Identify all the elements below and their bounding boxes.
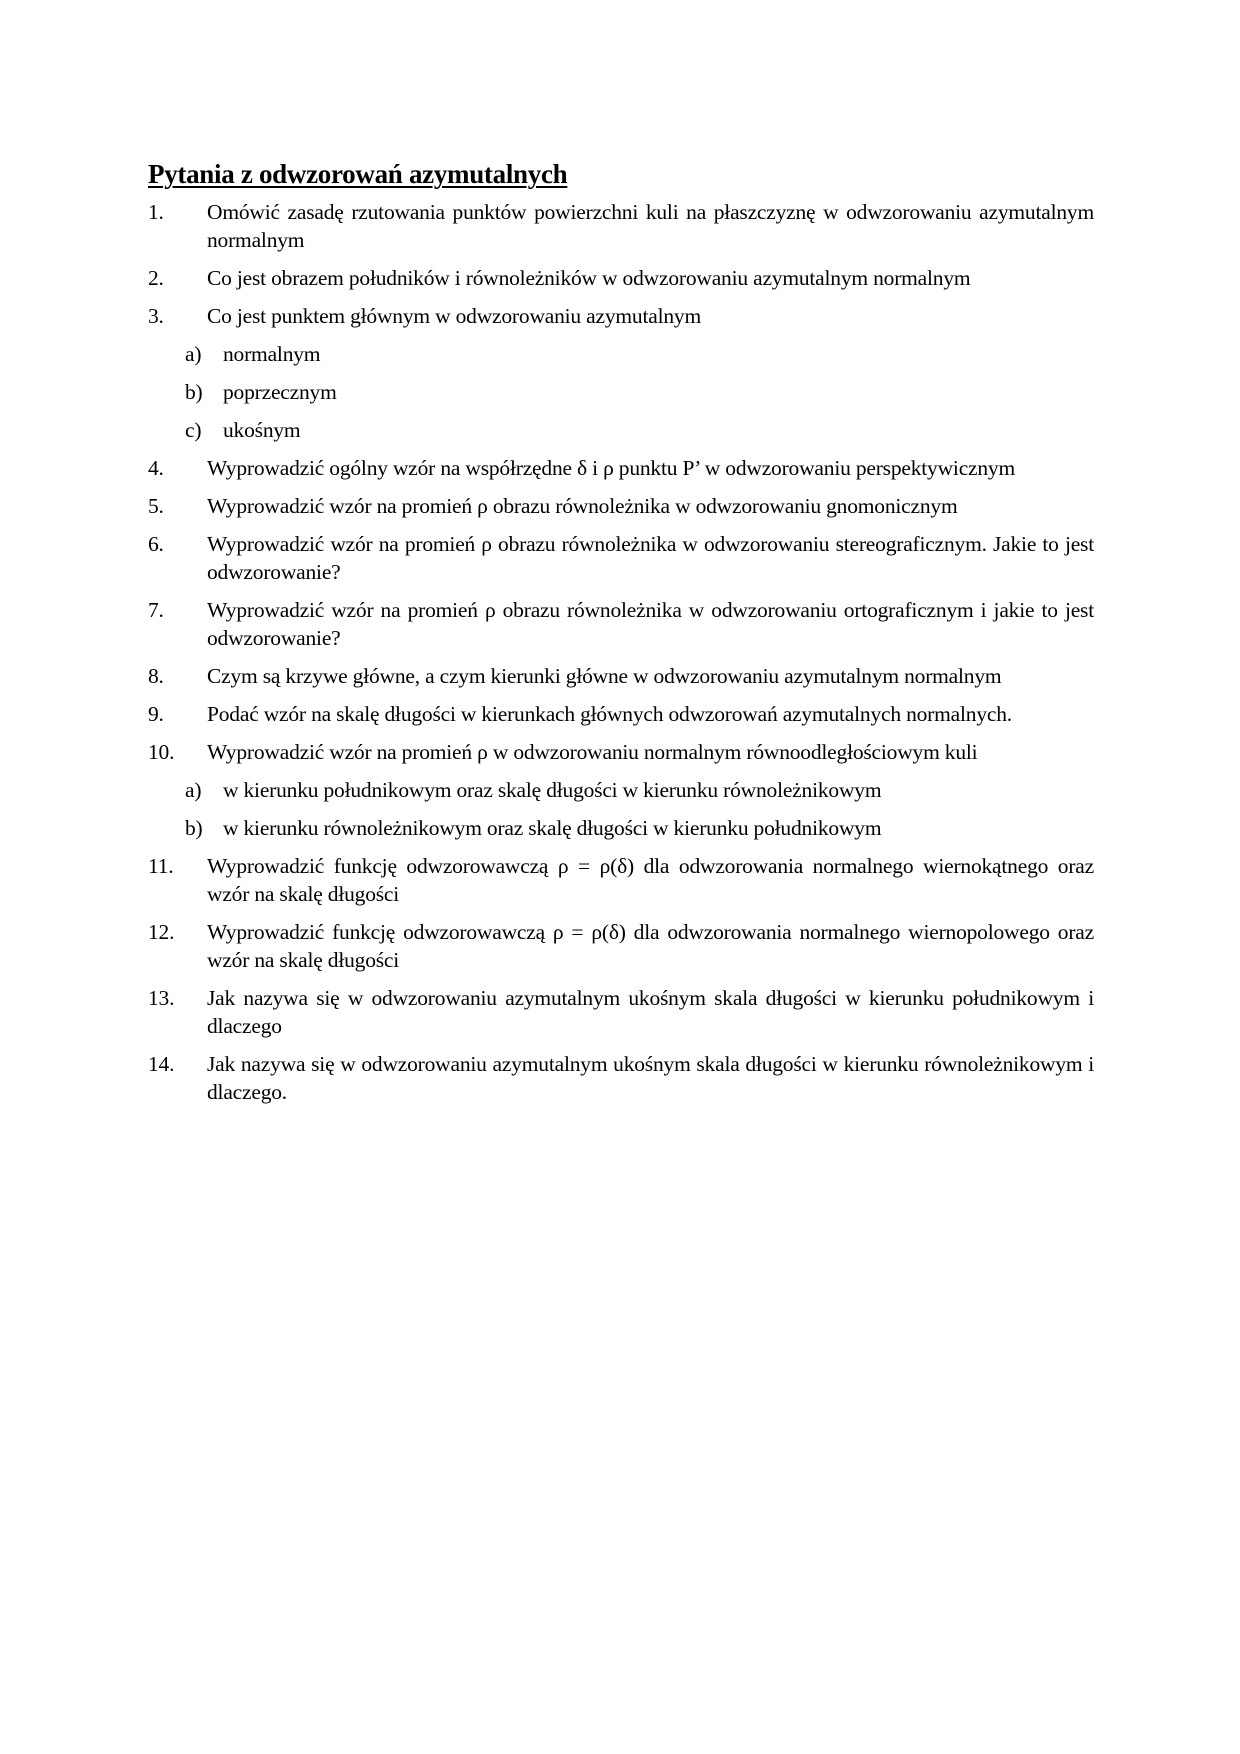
- question-item: [148, 662, 1094, 690]
- sub-question-letter: c): [185, 418, 202, 442]
- question-text: Wyprowadzić wzór na promień ρ w odwzorowaniu normalnym równoodległościowym kuli: [207, 740, 978, 764]
- question-number: 2.: [148, 266, 164, 290]
- question-item: [148, 700, 1094, 728]
- question-number: 8.: [148, 664, 164, 688]
- question-text: Czym są krzywe główne, a czym kierunki główne w odwzorowaniu azymutalnym normalnym: [207, 664, 1002, 688]
- question-item: [148, 492, 1094, 520]
- question-text: Jak nazywa się w odwzorowaniu azymutalnym ukośnym skala długości w kierunku równoleżnikowym i dlaczego.: [207, 1052, 1094, 1104]
- question-text: Co jest obrazem południków i równoleżników w odwzorowaniu azymutalnym normalnym: [207, 266, 971, 290]
- sub-question-text: poprzecznym: [223, 380, 337, 404]
- question-item: [148, 198, 1094, 254]
- sub-question-letter: b): [185, 816, 203, 840]
- question-number: 5.: [148, 494, 164, 518]
- sub-question-letter: a): [185, 342, 202, 366]
- question-number: 9.: [148, 702, 164, 726]
- sub-question-item: [148, 814, 1094, 842]
- question-text: Wyprowadzić ogólny wzór na współrzędne δ i ρ punktu P’ w odwzorowaniu perspektywicznym: [207, 456, 1016, 480]
- question-text: Wyprowadzić funkcję odwzorowawczą ρ = ρ(δ) dla odwzorowania normalnego wiernopolowego oraz wzór na skalę długości: [207, 920, 1094, 972]
- document-page: [148, 158, 1094, 1116]
- sub-question-item: [148, 340, 1094, 368]
- question-number: 11.: [148, 854, 174, 878]
- question-number: 12.: [148, 920, 175, 944]
- question-text: Wyprowadzić funkcję odwzorowawczą ρ = ρ(δ) dla odwzorowania normalnego wiernokątnego oraz wzór na skalę długości: [207, 854, 1094, 906]
- question-item: [148, 984, 1094, 1040]
- question-number: 7.: [148, 598, 164, 622]
- question-item: [148, 852, 1094, 908]
- question-number: 13.: [148, 986, 175, 1010]
- sub-question-list: [148, 340, 1094, 444]
- question-item: [148, 1050, 1094, 1106]
- question-number: 10.: [148, 740, 175, 764]
- question-text: Omówić zasadę rzutowania punktów powierzchni kuli na płaszczyznę w odwzorowaniu azymutalnym normalnym: [207, 200, 1094, 252]
- question-item: [148, 302, 1094, 444]
- question-text: Wyprowadzić wzór na promień ρ obrazu równoleżnika w odwzorowaniu gnomonicznym: [207, 494, 958, 518]
- sub-question-text: ukośnym: [223, 418, 301, 442]
- question-number: 4.: [148, 456, 164, 480]
- question-item: [148, 264, 1094, 292]
- sub-question-letter: a): [185, 778, 202, 802]
- question-list: [148, 198, 1094, 1106]
- sub-question-text: w kierunku południkowym oraz skalę długości w kierunku równoleżnikowym: [223, 778, 882, 802]
- sub-question-text: normalnym: [223, 342, 321, 366]
- question-text: Jak nazywa się w odwzorowaniu azymutalnym ukośnym skala długości w kierunku południkowym i dlaczego: [207, 986, 1094, 1038]
- question-text: Co jest punktem głównym w odwzorowaniu azymutalnym: [207, 304, 701, 328]
- question-text: Podać wzór na skalę długości w kierunkach głównych odwzorowań azymutalnych normalnych.: [207, 702, 1012, 726]
- sub-question-text: w kierunku równoleżnikowym oraz skalę długości w kierunku południkowym: [223, 816, 882, 840]
- sub-question-list: [148, 776, 1094, 842]
- question-item: [148, 596, 1094, 652]
- sub-question-item: [148, 378, 1094, 406]
- question-text: Wyprowadzić wzór na promień ρ obrazu równoleżnika w odwzorowaniu ortograficznym i jakie to jest odwzorowanie?: [207, 598, 1094, 650]
- question-item: [148, 454, 1094, 482]
- document-title: Pytania z odwzorowań azymutalnych: [148, 159, 568, 189]
- sub-question-item: [148, 416, 1094, 444]
- sub-question-item: [148, 776, 1094, 804]
- question-number: 14.: [148, 1052, 175, 1076]
- question-item: [148, 530, 1094, 586]
- question-number: 3.: [148, 304, 164, 328]
- question-number: 1.: [148, 200, 164, 224]
- question-item: [148, 738, 1094, 842]
- sub-question-letter: b): [185, 380, 203, 404]
- question-number: 6.: [148, 532, 164, 556]
- question-text: Wyprowadzić wzór na promień ρ obrazu równoleżnika w odwzorowaniu stereograficznym. Jakie to jest odwzorowanie?: [207, 532, 1094, 584]
- question-item: [148, 918, 1094, 974]
